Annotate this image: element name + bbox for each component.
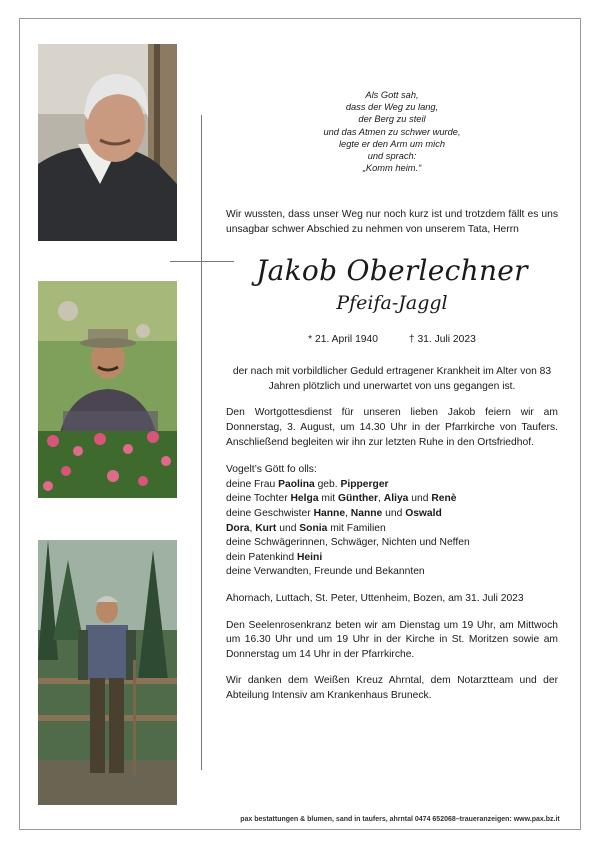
name: Aliya [383,493,409,505]
family-line-siblings [226,507,558,522]
cross-horizontal-line [170,261,234,262]
name: Kurt [255,522,277,534]
family-line-relatives: deine Verwandten, Freunde und Bekannten [226,566,425,578]
poem-line: und das Atmen zu schwer wurde, [323,126,461,137]
name: Günther [338,493,379,505]
poem-line: und sprach: [367,151,417,162]
text: dein Patenkind [226,551,297,563]
family-list [226,463,558,580]
family-line-daughter [226,492,558,507]
name: Helga [290,493,319,505]
text: und [382,507,406,519]
death-date: † 31. Juli 2023 [408,333,476,345]
text: deine Tochter [226,493,291,505]
cross-vertical-line [201,115,202,770]
name: Paolina [278,478,315,490]
text: , [249,522,256,534]
poem-line: dass der Weg zu lang, [345,102,439,113]
rosary-text: Den Seelenrosenkranz beten wir am Dienstag um 19 Uhr, am Mittwoch um 16.30 Uhr und um 19 Uhr in der Kirche in St. Moritzen sowie am Donnerstag um 14 Uhr in der Pfarrkirche. [226,619,558,660]
poem-line: „Komm heim.“ [362,163,422,174]
text: deine Geschwister [226,507,314,519]
photo-mountain-flowers [38,281,177,498]
text: und [408,493,432,505]
obituary-text [226,89,558,703]
deceased-name: Jakob Oberlechner [256,253,528,287]
text: , [345,507,351,519]
family-line-wife [226,478,558,493]
name: Pipperger [340,478,389,490]
name: Oswald [405,507,442,519]
illness-text: der nach mit vorbildlicher Geduld ertragener Krankheit im Alter von 83 Jahren plötzlich und unerwartet von uns gegangen ist. [232,366,552,392]
photo-forest-walk [38,540,177,805]
footer-funeral-home: pax bestattungen & blumen, sand in taufers, ahrntal 0474 652068–traueranzeigen: www.pax.bz.it [240,816,560,823]
text: deine Frau [226,478,279,490]
birth-date: * 21. April 1940 [308,333,378,345]
name: Hanne [313,507,346,519]
portrait-photo-closeup [38,44,177,241]
text: , [378,493,384,505]
place-date: Ahornach, Luttach, St. Peter, Uttenheim, Bozen, am 31. Juli 2023 [226,592,524,604]
name: Heini [297,551,323,563]
poem [226,89,558,174]
service-text: Den Wortgottesdienst für unseren lieben Jakob feiern wir am Donnerstag, 3. August, um 14.30 Uhr in der Pfarrkirche von Taufers. Anschließend begleiten wir ihn zur letzten Ruhe in den Ortsfriedhof. [226,407,558,448]
intro-text: Wir wussten, dass unser Weg nur noch kurz ist und trotzdem fällt es uns unsagbar schwer Abschied zu nehmen von unserem Tata, Herrn [226,209,558,236]
name: Renè [431,493,457,505]
name: Nanne [350,507,383,519]
name: Dora [226,522,250,534]
poem-line: legte er den Arm um mich [338,138,446,149]
text: geb. [314,478,341,490]
family-line-godchild [226,551,558,566]
family-line-inlaws: deine Schwägerinnen, Schwäger, Nichten und Neffen [226,537,470,549]
name: Sonia [299,522,328,534]
deceased-nickname: Pfeifa-Jaggl [336,291,448,314]
family-line-siblings-2 [226,522,558,537]
poem-line: Als Gott sah, [365,90,419,100]
text: mit Familien [327,522,386,534]
thanks-text: Wir danken dem Weißen Kreuz Ahrntal, dem Notarztteam und der Abteilung Intensiv am Krankenhaus Bruneck. [226,675,558,701]
poem-line: der Berg zu steil [358,114,426,125]
text: und [276,522,300,534]
life-dates [226,333,558,348]
family-heading: Vogelt’s Gött fo olls: [226,464,317,476]
text: mit [318,493,338,505]
